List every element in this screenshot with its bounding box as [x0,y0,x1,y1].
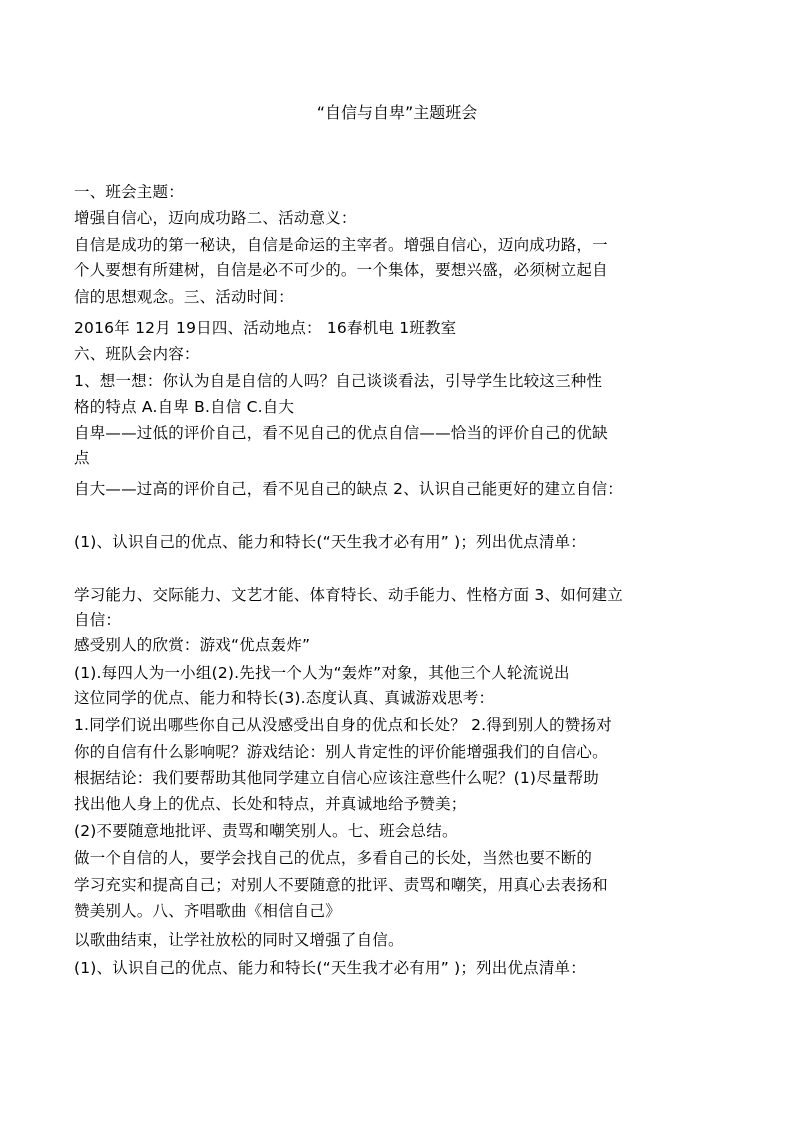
document-title: “自信与自卑”主题班会 [316,103,478,122]
text-line: 根据结论：我们要帮助其他同学建立自信心应该注意些什么呢？(1)尽量帮助 [74,769,599,787]
text-line: 信的思想观念。三、活动时间： [74,288,294,306]
text-line: 一、班会主题： [74,183,184,201]
text-line: 这位同学的优点、能力和特长(3).态度认真、真诚游戏思考： [74,689,495,707]
text-line: 找出他人身上的优点、长处和特点，并真诚地给予赞美； [74,795,467,813]
text-line: 六、班队会内容： [74,345,200,363]
text-line: (1)、认识自己的优点、能力和特长(“天生我才必有用” )；列出优点清单： [74,959,586,977]
text-line: 学习充实和提高自己；对别人不要随意的批评、责骂和嘲笑，用真心去表扬和 [74,876,608,894]
text-line: 1.同学们说出哪些你自己从没感受出自身的优点和长处？ 2.得到别人的赞扬对 [74,716,612,734]
text-line: 增强自信心，迈向成功路二、活动意义： [74,209,357,227]
text-line: 赞美别人。八、齐唱歌曲《相信自己》 [74,902,341,920]
text-line: 你的自信有什么影响呢？游戏结论：别人肯定性的评价能增强我们的自信心。 [74,743,608,761]
text-line: 以歌曲结束，让学社放松的同时又增强了自信。 [74,931,404,949]
text-line: 做一个自信的人，要学会找自己的优点，多看自己的长处，当然也要不断的 [74,849,593,867]
text-line: 点 [74,449,90,467]
text-line: 自信： [74,611,122,629]
text-line: (1).每四人为一小组(2).先找一个人为“轰炸”对象，其他三个人轮流说出 [74,664,570,682]
text-line: 自卑——过低的评价自己，看不见自己的优点自信——恰当的评价自己的优缺 [74,424,608,442]
text-line: 学习能力、交际能力、文艺才能、体育特长、动手能力、性格方面 3、如何建立 [74,586,623,604]
text-line: 格的特点 A.自卑 B.自信 C.自大 [74,398,295,416]
text-line: 个人要想有所建树，自信是必不可少的。一个集体，要想兴盛，必须树立起自 [74,261,608,279]
text-line: (1)、认识自己的优点、能力和特长(“天生我才必有用” )；列出优点清单： [74,533,586,551]
text-line: 2016年 12月 19日四、活动地点： 16春机电 1班教室 [74,319,457,337]
text-line: 自信是成功的第一秘诀，自信是命运的主宰者。增强自信心，迈向成功路，一 [74,236,608,254]
text-line: (2)不要随意地批评、责骂和嘲笑别人。七、班会总结。 [74,822,458,840]
text-line: 1、想一想：你认为自是自信的人吗？自己谈谈看法，引导学生比较这三种性 [74,372,603,390]
text-line: 自大——过高的评价自己，看不见自己的缺点 2、认识自己能更好的建立自信： [74,480,623,498]
text-line: 感受别人的欣赏：游戏“优点轰炸” [74,636,311,654]
